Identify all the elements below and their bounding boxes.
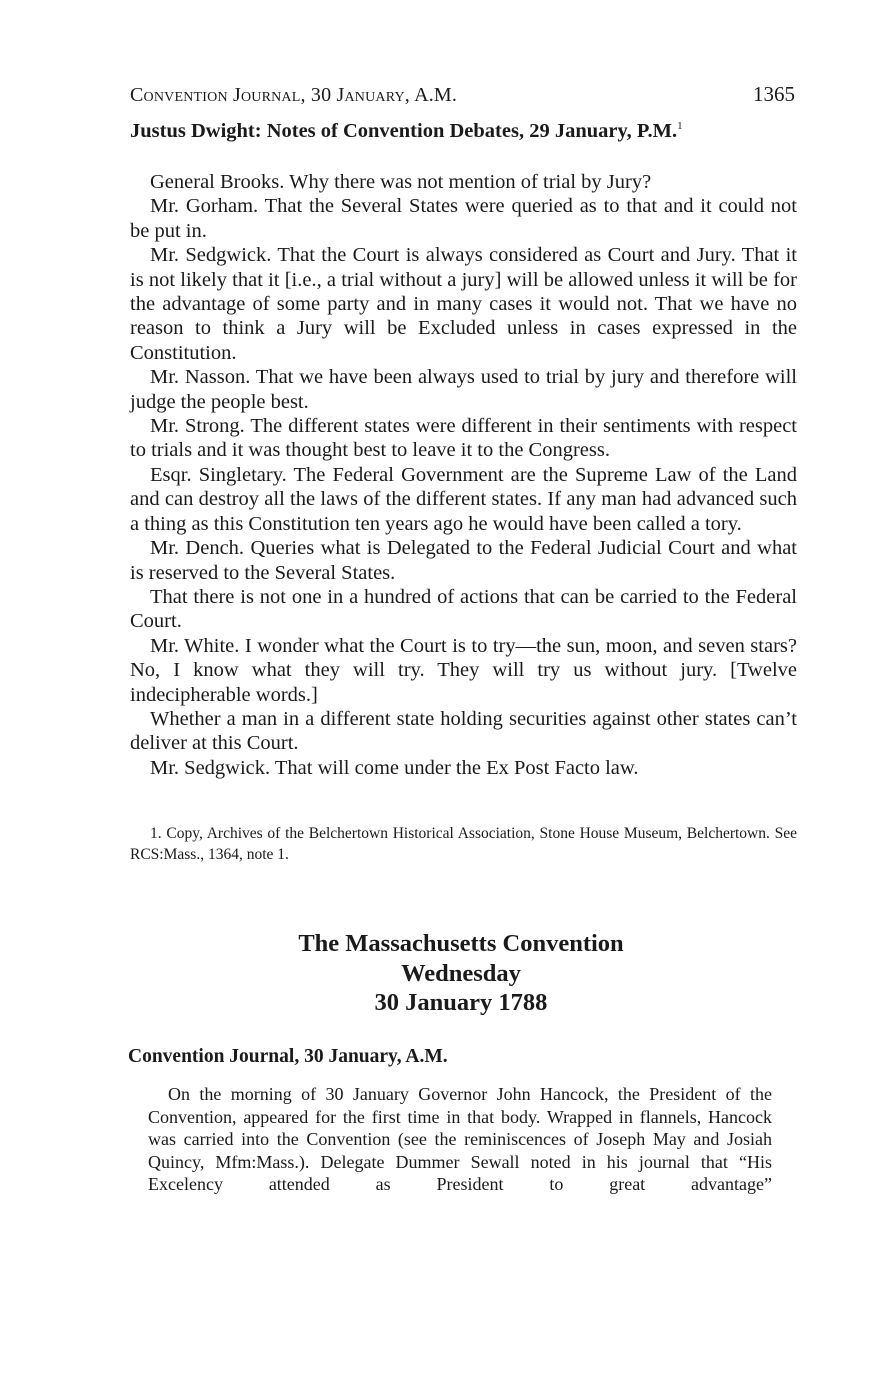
dwight-notes-heading-text: Justus Dwight: Notes of Convention Debates, 29 January, P.M. [130,120,678,142]
debate-paragraph: That there is not one in a hundred of actions that can be carried to the Federal Court. [130,585,797,633]
debate-paragraph: Mr. Dench. Queries what is Delegated to the Federal Judicial Court and what is reserved to the Several States. [130,537,797,584]
journal-heading: Convention Journal, 30 January, A.M. [128,1046,448,1067]
editorial-paragraph: On the morning of 30 January Governor John Hancock, the President of the Convention, appeared for the first time in that body. Wrapped in flannels, Hancock was carried into the Convention (see the reminiscences of Joseph May and Josiah Quincy, Mfm:Mass.). Delegate Dummer Sewall noted in his journal that “His Excelency attended as President to great advantage” [148,1084,772,1195]
day-heading [130,929,792,1018]
debate-notes [130,170,797,780]
debate-paragraph: Mr. White. I wonder what the Court is to try—the sun, moon, and seven stars? No, I know what they will try. They will try us without jury. [Twelve indecipherable words.] [130,634,797,706]
day-heading-line: Wednesday [401,959,521,987]
footnote-marker: 1 [677,120,683,133]
debate-paragraph: Mr. Sedgwick. That the Court is always considered as Court and Jury. That it is not likely that it [i.e., a trial without a jury] will be allowed unless it will be for the advantage of some party and in many cases it would not. That we have no reason to think a Jury will be Excluded unless in cases expressed in the Constitution. [130,244,797,364]
page-number: 1365 [753,82,795,106]
day-heading-line: The Massachusetts Convention [298,930,624,957]
debate-paragraph: General Brooks. Why there was not mention of trial by Jury? [150,171,652,193]
running-head [130,82,795,107]
debate-paragraph: Mr. Strong. The different states were different in their sentiments with respect to trials and it was thought best to leave it to the Congress. [130,415,797,462]
editorial-note [148,1083,772,1196]
dwight-notes-heading [130,120,683,143]
debate-paragraph: Mr. Gorham. That the Several States were queried as to that and it could not be put in. [130,195,797,242]
footnote: 1. Copy, Archives of the Belchertown Historical Association, Stone House Museum, Belchertown. See RCS:Mass., 1364, note 1. [130,825,797,863]
debate-paragraph: Mr. Nasson. That we have been always used to trial by jury and therefore will judge the people best. [130,366,797,413]
day-heading-line: 30 January 1788 [374,989,548,1016]
running-head-title: Convention Journal, 30 January, A.M. [130,84,458,106]
debate-paragraph: Mr. Sedgwick. That will come under the Ex Post Facto law. [150,756,639,779]
debate-paragraph: Esqr. Singletary. The Federal Government are the Supreme Law of the Land and can destroy all the laws of the different states. If any man had advanced such a thing as this Constitution ten years ago he would have been called a tory. [130,463,797,535]
debate-paragraph: Whether a man in a different state holding securities against other states can’t deliver at this Court. [130,707,797,755]
